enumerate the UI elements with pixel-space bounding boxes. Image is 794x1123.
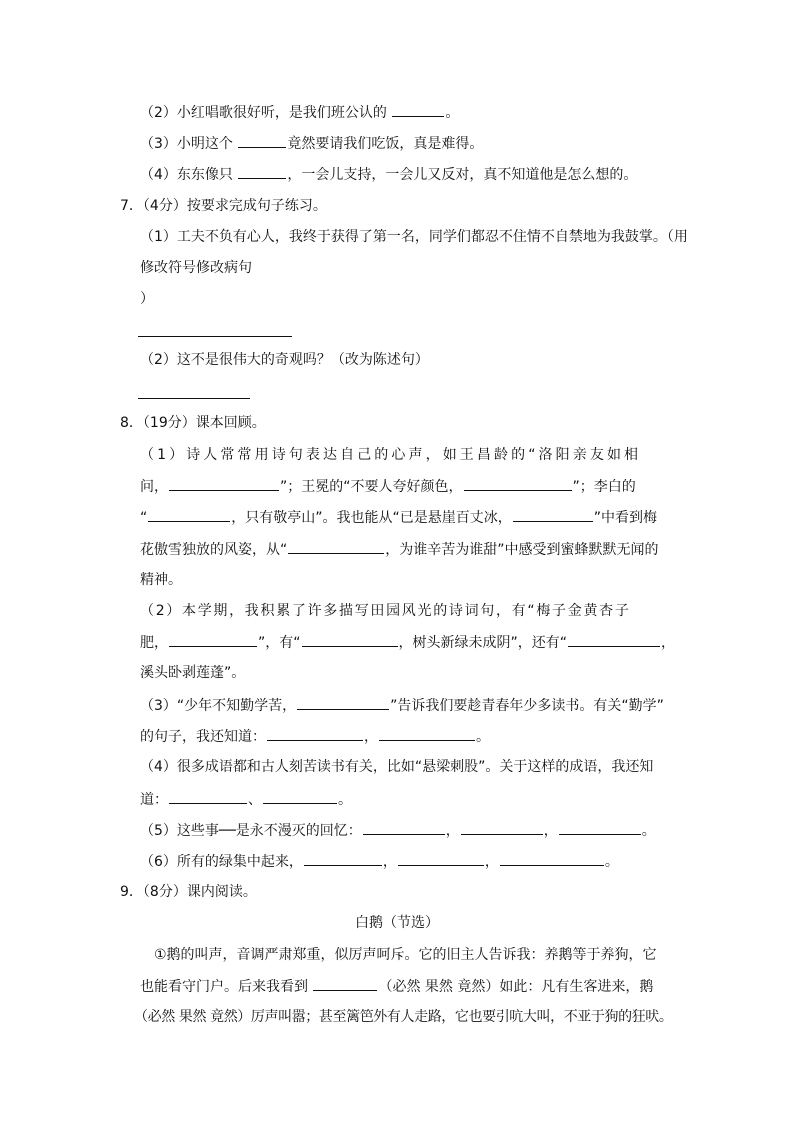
answer-blank[interactable] — [302, 632, 398, 647]
answer-blank[interactable] — [169, 476, 279, 491]
answer-blank[interactable] — [267, 726, 363, 741]
q6-item-4: （4）东东像只 ，一会儿支持，一会儿又反对，真不知道他是怎么想的。 — [140, 164, 637, 185]
q8-item-1-line3: “ ，只有敬亭山”。我也能从“已是悬崖百丈冰， ”中看到梅 — [140, 507, 657, 528]
passage-line-1: ①鹅的叫声，音调严肃郑重，似厉声呵斥。它的旧主人告诉我：养鹅等于养狗，它 — [154, 947, 657, 963]
answer-blank[interactable] — [500, 851, 604, 866]
q6-item-3-text: （3）小明这个 — [140, 136, 233, 152]
q7-item-2: （2）这不是很伟大的奇观吗？（改为陈述句） — [140, 352, 429, 368]
answer-blank[interactable] — [363, 820, 445, 835]
q7-item-1-line1: （1）工夫不负有心人，我终于获得了第一名，同学们都忍不住情不自禁地为我鼓掌。（用 — [140, 229, 688, 245]
q8-item-5: （5）这些事──是永不漫灭的回忆： ， ， 。 — [140, 820, 656, 841]
answer-blank[interactable] — [238, 133, 286, 148]
answer-blank[interactable] — [169, 632, 257, 647]
q8-item-2-line3: 溪头卧剥莲蓬”。 — [140, 665, 246, 681]
q8-item-1-line4: 花傲雪独放的风姿，从“ ，为谁辛苦为谁甜”中感受到蜜蜂默默无闻的 — [140, 539, 659, 560]
passage-line-3: （必然 果然 竟然）厉声叫嚣；甚至篱笆外有人走路，它也要引吭大叫，不亚于狗的狂吠。 — [134, 1009, 673, 1025]
q6-item-2: （2）小红唱歌很好听，是我们班公认的 。 — [140, 102, 459, 123]
passage-title: 白鹅（节选） — [355, 915, 439, 931]
q7-heading: 7．（4分）按要求完成句子练习。 — [120, 198, 327, 214]
answer-blank[interactable] — [238, 164, 286, 179]
answer-blank[interactable] — [568, 632, 660, 647]
answer-blank[interactable] — [169, 789, 247, 804]
answer-blank[interactable] — [464, 476, 572, 491]
q8-item-1-line1: （1）诗人常常用诗句表达自己的心声，如王昌龄的“洛阳亲友如相 — [140, 447, 642, 463]
q8-item-4-line1: （4）很多成语都和古人刻苦读书有关，比如“悬梁刺股”。关于这样的成语，我还知 — [140, 759, 654, 775]
q6-item-4-text: （4）东东像只 — [140, 167, 233, 183]
answer-blank[interactable] — [392, 102, 444, 117]
q7-answer-line-2[interactable] — [138, 398, 250, 399]
q8-item-1-line5: 精神。 — [140, 572, 182, 588]
q8-item-4-line2: 道： 、 。 — [140, 789, 352, 810]
q8-item-3-line1: （3）“少年不知勤学苦， ”告诉我们要趁青春年少多读书。有关“勤学” — [140, 695, 664, 716]
q6-item-3: （3）小明这个 竟然要请我们吃饭，真是难得。 — [140, 133, 483, 154]
answer-blank[interactable] — [398, 851, 484, 866]
q7-answer-line-1[interactable] — [138, 336, 292, 337]
q8-item-6: （6）所有的绿集中起来， ， ， 。 — [140, 851, 619, 872]
answer-blank[interactable] — [559, 820, 641, 835]
answer-blank[interactable] — [297, 695, 389, 710]
answer-blank[interactable] — [263, 789, 337, 804]
q7-item-1-line2: 修改符号修改病句 — [140, 260, 252, 276]
answer-blank[interactable] — [288, 539, 384, 554]
q8-item-1-line2: 问， ”；王冕的“不要人夸好颜色， ”；李白的 — [140, 476, 636, 497]
answer-blank[interactable] — [379, 726, 475, 741]
q6-item-2-text: （2）小红唱歌很好听，是我们班公认的 — [140, 105, 387, 121]
q8-heading: 8．（19分）课本回顾。 — [120, 415, 266, 431]
q8-item-2-line2: 肥， ”，有“ ，树头新绿未成阴”，还有“ ， — [140, 632, 675, 653]
answer-blank[interactable] — [148, 507, 230, 522]
answer-blank[interactable] — [461, 820, 543, 835]
q8-item-2-line1: （2）本学期，我积累了许多描写田园风光的诗词句，有“梅子金黄杏子 — [140, 603, 631, 619]
q9-heading: 9．（8分）课内阅读。 — [120, 884, 257, 900]
answer-blank[interactable] — [513, 507, 593, 522]
passage-line-2: 也能看守门户。后来我看到 （必然 果然 竟然）如此：凡有生客进来，鹅 — [140, 976, 653, 997]
q8-item-3-line2: 的句子，我还知道： ， 。 — [140, 726, 490, 747]
answer-blank[interactable] — [313, 976, 377, 991]
answer-blank[interactable] — [304, 851, 382, 866]
q7-item-1-line3: ） — [140, 291, 154, 307]
